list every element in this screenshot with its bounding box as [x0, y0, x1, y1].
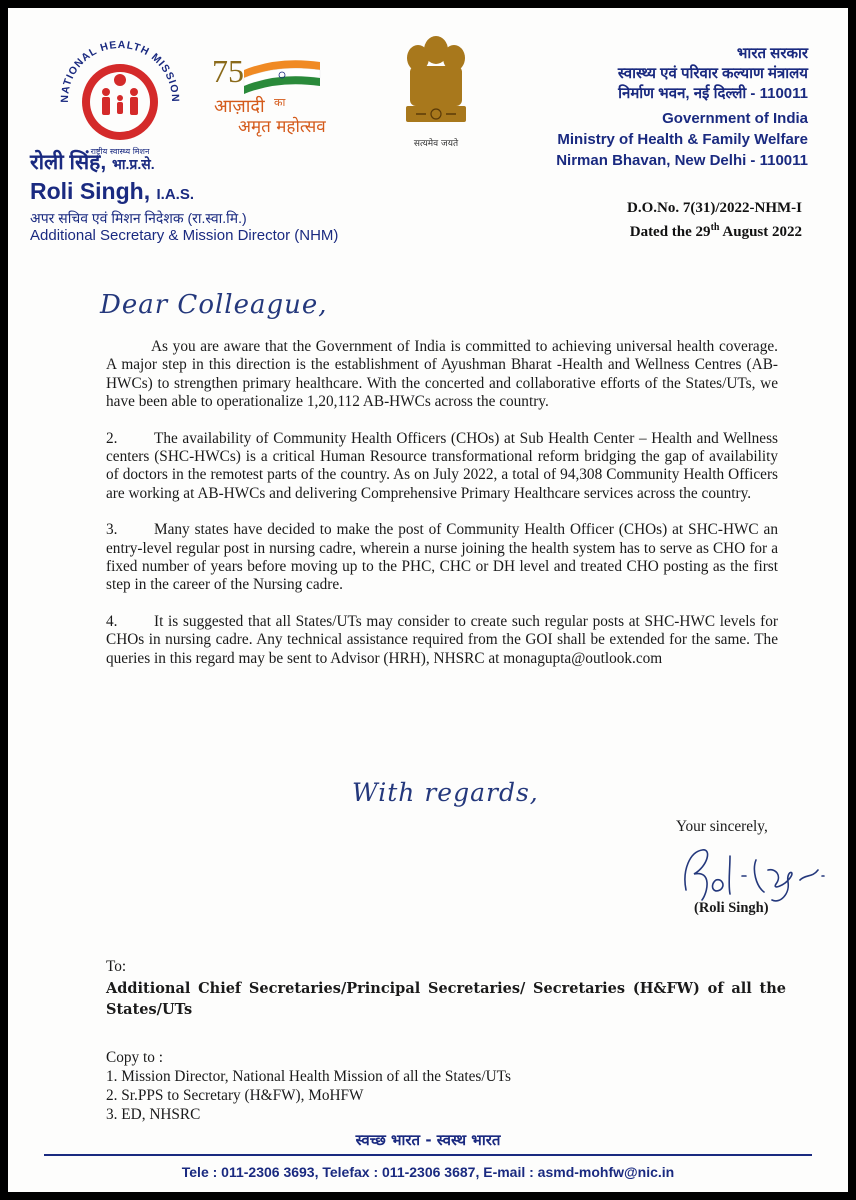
- signatory-name: (Roli Singh): [694, 900, 769, 916]
- copy-to-label: Copy to :: [106, 1049, 163, 1066]
- footer-divider: [44, 1154, 812, 1156]
- azadi-ka-amrit-mahotsav-logo: [208, 48, 333, 138]
- copy-to-block: [106, 1048, 511, 1124]
- list-item: 2. Sr.PPS to Secretary (H&FW), MoHFW: [106, 1087, 364, 1104]
- paragraph-2: 2. The availability of Community Health Officers (CHOs) at Sub Health Center – Health and Wellness centers (SHC-HWCs) is a critical Human Resource transformational reform bridging the gap of availability of doctors in the remotest parts of the country. As on July 2022, a total of 94,308 Community Health Officers are working at AB-HWCs and delivering Comprehensive Primary Healthcare services across the country.: [106, 429, 778, 502]
- addressee-text: Additional Chief Secretaries/Principal Secretaries/ Secretaries (H&FW) of all the States/UTs: [106, 980, 786, 1018]
- letterhead-english-line1: Government of India: [662, 110, 808, 127]
- paragraph-4: 4. It is suggested that all States/UTs may consider to create such regular posts at SHC-HWC levels for CHOs in nursing cadre. Any technical assistance required from the GOI shall be extended for the same. The queries in this regard may be sent to Advisor (HRH), NHSRC at monagupta@outlook.com: [106, 612, 778, 667]
- paragraph-3: 3. Many states have decided to make the post of Community Health Officer (CHOs) at SHC-HWC an entry-level regular post in nursing cadre, wherein a nurse joining the health system has to serve as CHO for a fixed number of years before moving up to the PHC, CHC or DH level and treated CHO posting as the first step in the career of the Nursing cadre.: [106, 521, 778, 594]
- reference-block: [627, 198, 802, 242]
- sender-name-hindi: रोली सिंह,: [30, 151, 107, 174]
- salutation: Dear Colleague,: [100, 290, 328, 320]
- letter-body: [106, 338, 778, 686]
- letter-date: Dated the 29th August 2022: [629, 222, 802, 240]
- emblem-motto: सत्यमेव जयते: [413, 139, 459, 149]
- footer-contact: Tele : 011-2306 3693, Telefax : 011-2306 3687, E-mail : asmd-mohfw@nic.in: [181, 1164, 675, 1180]
- letterhead-hindi-line1: भारत सरकार: [736, 45, 808, 62]
- nhm-logo-text: NATIONAL HEALTH MISSION: [58, 38, 182, 103]
- nhm-logo: [54, 30, 186, 162]
- sender-designation-english: Additional Secretary & Mission Director (NHM): [30, 227, 339, 244]
- sender-designation-hindi: अपर सचिव एवं मिशन निदेशक (रा.स्वा.मि.): [30, 210, 247, 226]
- azadi-hindi-line1: आज़ादी: [214, 96, 265, 117]
- azadi-hindi-line2: अमृत महोत्सव: [238, 117, 326, 137]
- sender-cadre-hindi: भा.प्र.से.: [112, 156, 155, 172]
- letter-page: [8, 8, 848, 1192]
- letterhead-english-line2: Ministry of Health & Family Welfare: [557, 131, 808, 148]
- list-item: 3. ED, NHSRC: [106, 1106, 201, 1123]
- regards-handwritten: With regards,: [352, 778, 539, 807]
- list-item: 1. Mission Director, National Health Mission of all the States/UTs: [106, 1068, 511, 1085]
- paragraph-1: As you are aware that the Government of India is committed to achieving universal health coverage. A major step in this direction is the establishment of Ayushman Bharat -Health and Wellness Centres (AB-HWCs) to strengthen primary healthcare. With the concerted and collaborative efforts of the States/UTs, we have been able to operationalize 1,20,112 AB-HWCs across the country.: [106, 338, 778, 411]
- sender-name-english: Roli Singh,: [30, 178, 151, 204]
- azadi-hindi-ka: का: [274, 96, 286, 109]
- sender-cadre-english: I.A.S.: [156, 186, 195, 203]
- nhm-logo-hindi: राष्ट्रीय स्वास्थ्य मिशन: [90, 147, 150, 156]
- ministry-letterhead: [498, 44, 808, 171]
- do-number: D.O.No. 7(31)/2022-NHM-I: [627, 200, 802, 216]
- closing: Your sincerely,: [676, 818, 768, 835]
- sender-block: [30, 150, 338, 245]
- azadi-number: 75: [212, 53, 244, 89]
- letterhead-english-line3: Nirman Bhavan, New Delhi - 110011: [556, 152, 808, 169]
- to-label: To:: [106, 958, 127, 975]
- footer-slogan: स्वच्छ भारत - स्वस्थ भारत: [355, 1131, 501, 1149]
- letterhead-hindi-line3: निर्माण भवन, नई दिल्ली - 110011: [618, 85, 808, 102]
- letterhead-hindi-line2: स्वास्थ्य एवं परिवार कल्याण मंत्रालय: [617, 65, 808, 82]
- state-emblem-icon: [386, 28, 486, 152]
